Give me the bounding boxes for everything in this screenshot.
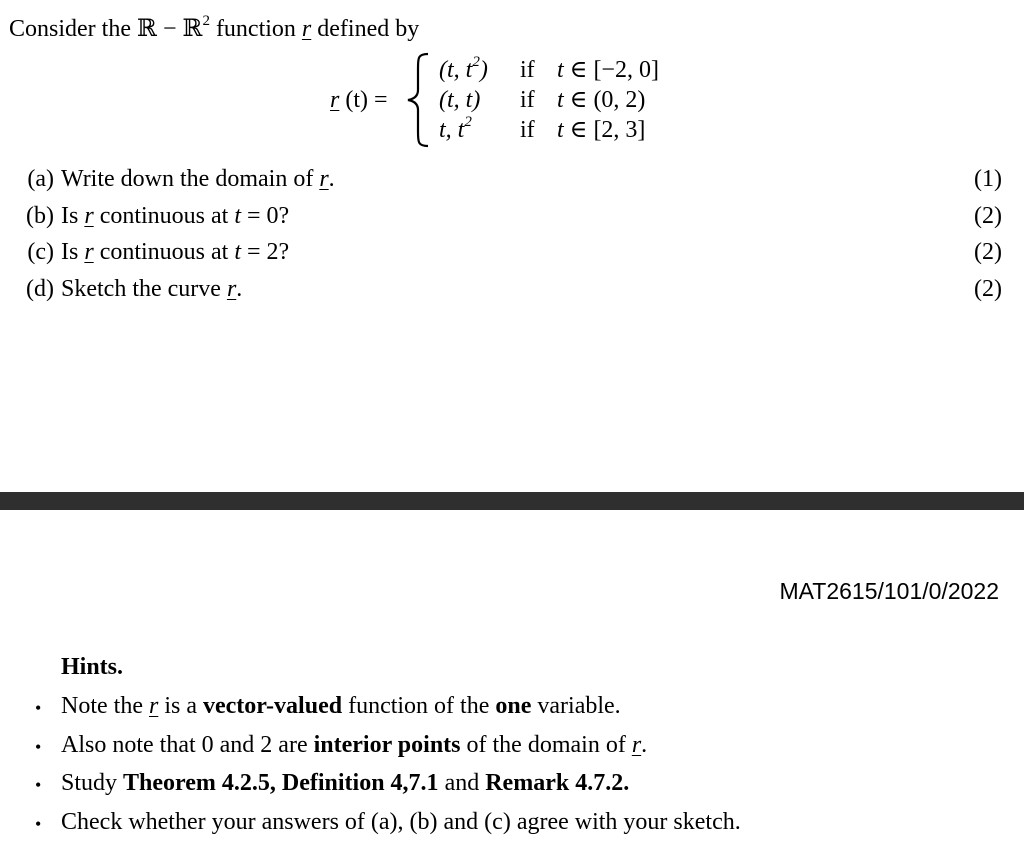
intro-consider: Consider the — [9, 16, 131, 42]
bullet-icon: • — [35, 775, 42, 795]
question-a-text: Write down the domain of r. — [61, 166, 335, 192]
question-b-text: Is r continuous at t = 0? — [61, 203, 290, 229]
question-c-label: (c) — [27, 239, 54, 265]
question-d-text: Sketch the curve r. — [61, 276, 243, 302]
vector-r: r — [319, 166, 329, 192]
hint-1: Note the r is a vector-valued function of the one variable. — [61, 693, 621, 719]
case-2-domain: t ∈ (0, 2) — [557, 87, 646, 113]
question-b-label: (b) — [26, 203, 54, 229]
question-a-marks: (1) — [974, 166, 1002, 192]
question-c-marks: (2) — [974, 239, 1002, 265]
case-1-domain: t ∈ [−2, 0] — [557, 57, 659, 83]
reals-symbol: ℝ — [136, 16, 157, 42]
case-3-expression: t, $t^2$ — [439, 114, 472, 143]
question-c-text: Is r continuous at t = 2? — [61, 239, 290, 265]
left-brace-icon — [404, 52, 432, 148]
case-2-expression: (t, t) — [439, 87, 481, 113]
vector-r: r — [84, 239, 94, 265]
case-3-domain: t ∈ [2, 3] — [557, 117, 646, 143]
case-2-if: if — [520, 87, 535, 113]
question-a-label: (a) — [27, 166, 54, 192]
case-1-if: if — [520, 57, 535, 83]
case-1-expression: (t, $t^2$) — [439, 54, 488, 83]
exponent-2: 2 — [202, 13, 210, 29]
question-b-marks: (2) — [974, 203, 1002, 229]
intro-defined-by: defined by — [311, 16, 420, 42]
page-divider-bar — [0, 492, 1024, 510]
question-d-label: (d) — [26, 276, 54, 302]
hint-2: Also note that 0 and 2 are interior points of the domain of r. — [61, 732, 648, 758]
bullet-icon: • — [35, 698, 42, 718]
intro-dash: − — [156, 16, 183, 42]
vector-r: r — [84, 203, 94, 229]
reals-symbol-2: ℝ — [182, 16, 203, 42]
intro-function-word: function — [209, 16, 302, 42]
hint-4: Check whether your answers of (a), (b) and (c) agree with your sketch. — [61, 809, 741, 835]
hint-3: Study Theorem 4.2.5, Definition 4,7.1 and Remark 4.7.2. — [61, 770, 630, 796]
lhs-rest: (t) = — [339, 87, 388, 113]
vector-r: r — [330, 87, 340, 113]
bullet-icon: • — [35, 814, 42, 834]
bullet-icon: • — [35, 737, 42, 757]
vector-r: r — [226, 276, 237, 302]
intro-sentence — [9, 13, 420, 42]
vector-r: r — [301, 16, 312, 42]
definition-lhs — [330, 88, 388, 112]
vector-r: r — [631, 732, 642, 758]
vector-r: r — [148, 693, 159, 719]
course-code: MAT2615/101/0/2022 — [779, 578, 999, 604]
question-d-marks: (2) — [974, 276, 1002, 302]
case-3-if: if — [520, 117, 535, 143]
hints-title: Hints. — [61, 654, 124, 680]
